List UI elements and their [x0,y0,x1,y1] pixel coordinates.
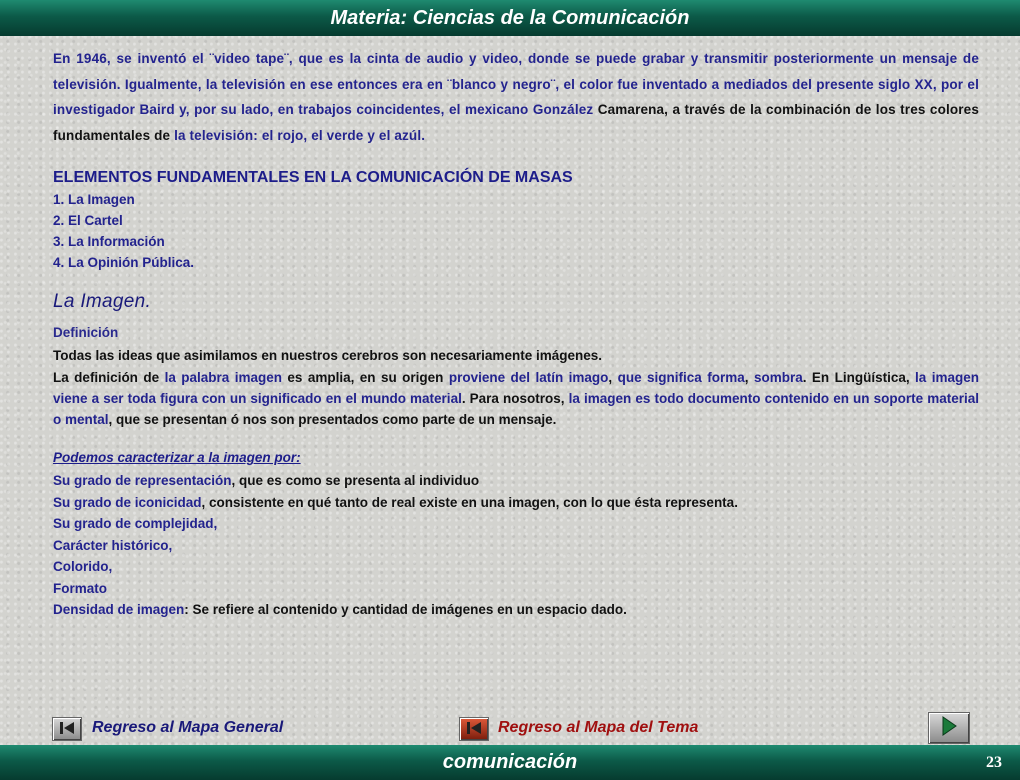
characteristic-text: , que es como se presenta al individuo [231,473,480,489]
page-title: Materia: Ciencias de la Comunicación [330,7,690,29]
header-bar [0,0,1020,36]
characteristic-label: Su grado de iconicidad [53,494,202,510]
back-to-general-map-link[interactable]: Regreso al Mapa General [92,719,284,736]
elements-heading: ELEMENTOS FUNDAMENTALES EN LA COMUNICACIÓN DE MASAS [53,169,573,186]
def-text: . Para nosotros, [461,390,569,406]
def-text: . En Lingüística, [802,369,916,385]
def-text: sombra [753,369,803,385]
def-text: la imagen es todo documento contenido en un soporte material o mental [53,390,979,428]
characteristic-item [53,599,979,621]
section-title-imagen: La Imagen. [53,291,152,312]
definition-sentence: Todas las ideas que asimilamos en nuestros cerebros son necesariamente imágenes. [53,348,602,363]
list-item: 3. La Información [53,234,165,249]
intro-paragraph [53,46,979,148]
intro-text-3: Camarena, a través de la combinación de los tres colores fundamentales de [53,102,979,143]
list-item: 2. El Cartel [53,213,123,228]
def-text: , [744,369,754,385]
characteristic-text: , consistente en qué tanto de real existe en una imagen, con lo que ésta representa. [201,494,738,510]
characteristic-item: Carácter histórico, [53,537,173,553]
definition-label: Definición [53,325,119,340]
footer-title: comunicación [442,751,578,773]
back-to-topic-map-link[interactable]: Regreso al Mapa del Tema [498,719,699,736]
characteristic-item: Colorido, [53,559,113,575]
footer-bar [0,745,1020,780]
def-text: que significa forma [617,369,745,385]
characteristic-item [53,492,979,514]
list-item: 4. La Opinión Pública. [53,255,195,270]
def-text: , [608,369,618,385]
intro-text-2: el mexicano González [448,102,594,117]
def-text: La definición de [53,369,165,385]
skip-back-icon [57,720,77,736]
characteristic-text: : Se refiere al contenido y cantidad de imágenes en un espacio dado. [184,602,627,618]
next-page-button[interactable] [928,712,970,744]
def-text: , que se presentan ó nos son presentados como parte de un mensaje. [108,412,557,428]
characteristic-label: Su grado de representación [53,473,232,489]
back-to-topic-map-button[interactable] [459,717,489,741]
characteristic-item: Formato [53,580,107,596]
def-text: la imagen viene a ser toda figura con un significado en el mundo material [53,369,979,406]
page-number: 23 [986,754,1002,771]
def-text: la palabra imagen [164,369,282,385]
characterize-heading: Podemos caracterizar a la imagen por: [53,450,301,466]
intro-text-4: la televisión: el rojo, el verde y el azúl. [174,127,426,143]
def-text: proviene del latín imago [448,369,609,385]
main-content [53,46,979,621]
definition-paragraph [53,367,979,431]
play-next-icon [938,715,960,737]
characteristic-item: Su grado de complejidad, [53,516,218,532]
characteristic-label: Densidad de imagen [53,602,185,618]
intro-text-1: En 1946, se inventó el ¨video tape¨, que es la cinta de audio y video, donde se puede grabar y transmitir posteriormente un mensaje de televisión. Igualmente, la televisión en ese entonces era en ¨blanco y negro¨, el color fue inventado a mediados del presente siglo XX, por el investigador Baird y, por su lado, en trabajos coincidentes, [53,51,979,117]
skip-back-icon [464,720,484,736]
def-text: es amplia, en su origen [281,369,449,385]
characteristic-item [53,470,979,492]
back-to-general-map-button[interactable] [52,717,82,741]
list-item: 1. La Imagen [53,192,135,207]
